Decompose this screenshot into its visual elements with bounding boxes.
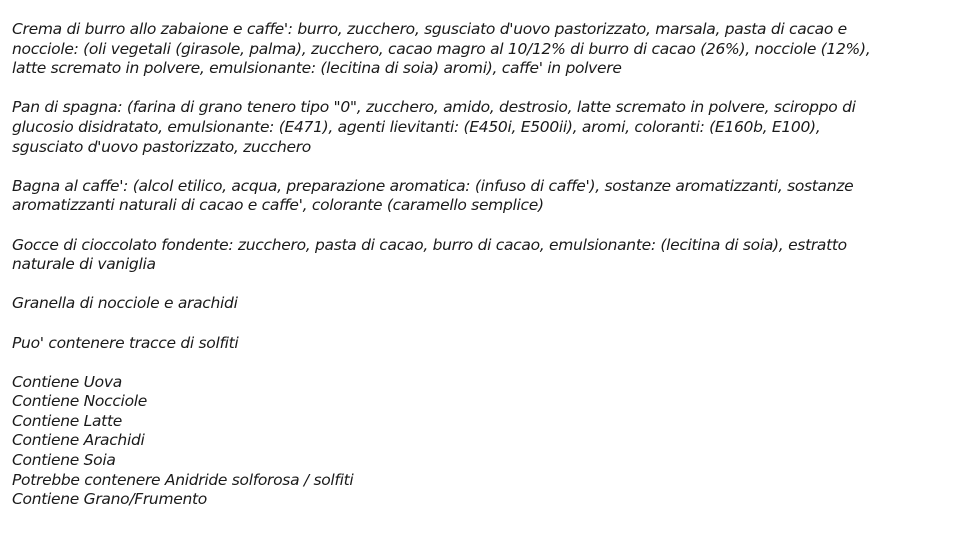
allergen-item: Contiene Grano/Frumento	[12, 490, 207, 509]
paragraph-granella	[12, 294, 952, 314]
allergen-item: Potrebbe contenere Anidride solforosa / solfiti	[12, 470, 354, 489]
text-line: Pan di spagna: (farina di grano tenero tipo "0", zucchero, amido, destrosio, latte scremato in polvere, sciroppo di	[12, 98, 856, 117]
text-line: aromatizzanti naturali di cacao e caffe', colorante (caramello semplice)	[12, 196, 544, 215]
paragraph-bagna	[12, 177, 952, 216]
paragraph-tracce	[12, 334, 952, 354]
text-line: latte scremato in polvere, emulsionante: (lecitina di soia) aromi), caffe' in polvere	[12, 59, 622, 78]
allergen-item: Contiene Uova	[12, 372, 122, 391]
paragraph-pan-di-spagna	[12, 98, 952, 157]
allergens-list	[12, 373, 952, 510]
allergen-item: Contiene Latte	[12, 411, 122, 430]
text-line: Gocce di cioccolato fondente: zucchero, pasta di cacao, burro di cacao, emulsionante: (lecitina di soia), estratto	[12, 235, 847, 254]
allergen-item: Contiene Soia	[12, 451, 116, 470]
text-line: sgusciato d'uovo pastorizzato, zucchero	[12, 137, 311, 156]
text-line: nocciole: (oli vegetali (girasole, palma), zucchero, cacao magro al 10/12% di burro di cacao (26%), nocciole (12%),	[12, 39, 871, 58]
ingredients-document	[12, 20, 952, 510]
text-line: glucosio disidratato, emulsionante: (E471), agenti lievitanti: (E450i, E500ii), aromi, coloranti: (E160b, E100),	[12, 117, 821, 136]
text-line: Granella di nocciole e arachidi	[12, 294, 238, 313]
text-line: Bagna al caffe': (alcol etilico, acqua, preparazione aromatica: (infuso di caffe'), sostanze aromatizzanti, sostanze	[12, 176, 854, 195]
text-line: Puo' contenere tracce di solfiti	[12, 333, 239, 352]
allergen-item: Contiene Arachidi	[12, 431, 145, 450]
allergen-item: Contiene Nocciole	[12, 392, 147, 411]
text-line: Crema di burro allo zabaione e caffe': burro, zucchero, sgusciato d'uovo pastorizzato, marsala, pasta di cacao e	[12, 20, 847, 38]
paragraph-gocce	[12, 236, 952, 275]
paragraph-crema	[12, 20, 952, 79]
text-line: naturale di vaniglia	[12, 255, 156, 274]
